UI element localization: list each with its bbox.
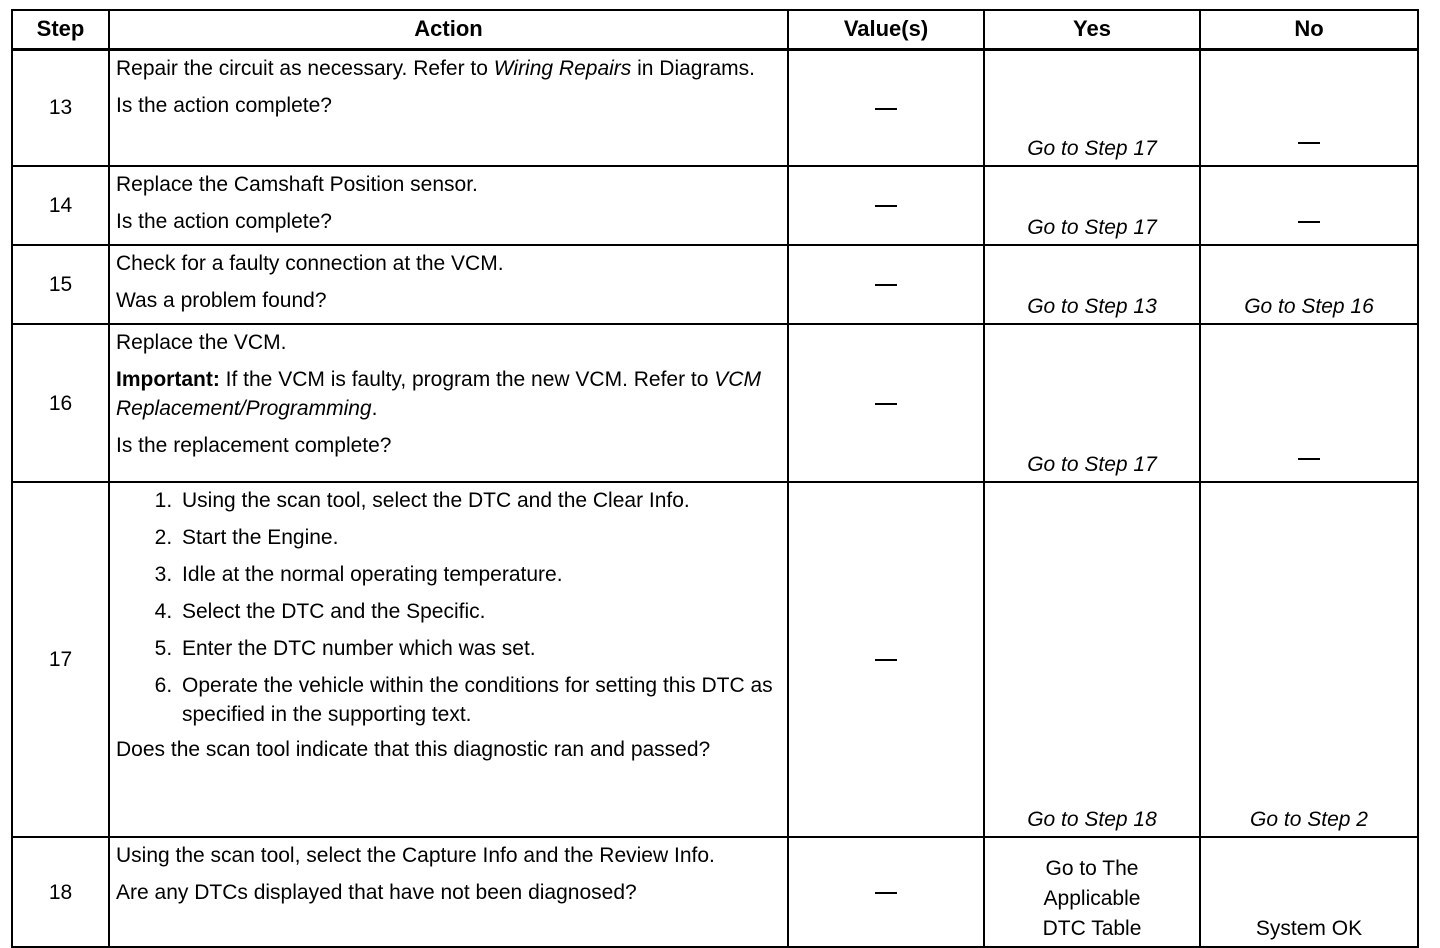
table-row <box>12 245 1418 324</box>
action-cell <box>109 837 788 947</box>
step-number: 13 <box>12 49 109 166</box>
no-result: System OK <box>1255 917 1363 940</box>
yes-cell <box>984 245 1200 324</box>
value-cell <box>788 49 984 166</box>
step-number: 14 <box>12 166 109 245</box>
step-number: 15 <box>12 245 109 324</box>
value-cell <box>788 166 984 245</box>
value-cell <box>788 837 984 947</box>
no-cell <box>1200 49 1418 166</box>
action-question: Is the action complete? <box>116 93 332 117</box>
dash-mark <box>875 659 897 661</box>
yes-cell <box>984 49 1200 166</box>
no-cell <box>1200 837 1418 947</box>
action-cell <box>109 482 788 837</box>
no-result: Go to Step 2 <box>1250 808 1368 831</box>
no-result: Go to Step 16 <box>1244 295 1374 318</box>
value-cell <box>788 482 984 837</box>
no-cell <box>1200 245 1418 324</box>
table-row <box>12 482 1418 837</box>
procedure-step: 4. Select the DTC and the Specific. <box>178 597 781 626</box>
procedure-list <box>116 486 781 729</box>
yes-result: Go to The Applicable DTC Table <box>1042 857 1142 940</box>
important-label: Important: <box>116 368 220 391</box>
action-cell <box>109 49 788 166</box>
table-row <box>12 166 1418 245</box>
action-text: Using the scan tool, select the Capture Info and the Review Info. <box>116 844 715 867</box>
procedure-step: 3. Idle at the normal operating temperature. <box>178 560 781 589</box>
dash-mark <box>875 403 897 405</box>
header-action: Action <box>109 10 788 49</box>
procedure-step: 5. Enter the DTC number which was set. <box>178 634 781 663</box>
yes-cell <box>984 324 1200 482</box>
header-yes: Yes <box>984 10 1200 49</box>
yes-result: Go to Step 13 <box>1027 295 1157 318</box>
action-question: Is the replacement complete? <box>116 434 392 457</box>
yes-cell <box>984 482 1200 837</box>
table-row <box>12 324 1418 482</box>
table-row <box>12 837 1418 947</box>
action-question: Are any DTCs displayed that have not been diagnosed? <box>116 881 637 904</box>
no-cell <box>1200 482 1418 837</box>
action-cell <box>109 166 788 245</box>
header-row <box>12 10 1418 49</box>
action-question: Does the scan tool indicate that this diagnostic ran and passed? <box>116 738 711 761</box>
action-question: Is the action complete? <box>116 210 332 233</box>
dash-mark <box>875 205 897 207</box>
dash-mark <box>1298 221 1320 223</box>
yes-result: Go to Step 17 <box>1027 137 1157 160</box>
action-cell <box>109 324 788 482</box>
value-cell <box>788 324 984 482</box>
reference-link-text: Wiring Repairs <box>493 56 632 80</box>
action-text: Check for a faulty connection at the VCM. <box>116 252 504 275</box>
action-text: Repair the circuit as necessary. Refer to Wiring Repairs in Diagrams. <box>116 56 755 80</box>
table-row <box>12 49 1418 166</box>
procedure-step: 1. Using the scan tool, select the DTC and the Clear Info. <box>178 486 781 515</box>
step-number: 17 <box>12 482 109 837</box>
dash-mark <box>875 108 897 110</box>
step-number: 16 <box>12 324 109 482</box>
yes-result: Go to Step 18 <box>1027 808 1157 831</box>
dash-mark <box>1298 458 1320 460</box>
action-cell <box>109 245 788 324</box>
header-values: Value(s) <box>788 10 984 49</box>
yes-cell <box>984 837 1200 947</box>
diagnostic-table <box>11 9 1419 948</box>
action-text: Replace the VCM. <box>116 331 287 354</box>
dash-mark <box>875 284 897 286</box>
action-question: Was a problem found? <box>116 289 327 312</box>
procedure-step: 6. Operate the vehicle within the conditions for setting this DTC as specified in the supporting text. <box>178 671 781 729</box>
no-cell <box>1200 324 1418 482</box>
header-step: Step <box>12 10 109 49</box>
dash-mark <box>875 892 897 894</box>
important-note: Important: If the VCM is faulty, program the new VCM. Refer to VCM Replacement/Programming. <box>116 368 761 420</box>
yes-cell <box>984 166 1200 245</box>
yes-result: Go to Step 17 <box>1027 216 1157 239</box>
value-cell <box>788 245 984 324</box>
header-no: No <box>1200 10 1418 49</box>
yes-result: Go to Step 17 <box>1027 453 1157 476</box>
step-number: 18 <box>12 837 109 947</box>
no-cell <box>1200 166 1418 245</box>
dash-mark <box>1298 142 1320 144</box>
procedure-step: 2. Start the Engine. <box>178 523 781 552</box>
action-text: Replace the Camshaft Position sensor. <box>116 173 478 196</box>
reference-link-text: VCM Replacement/Programming <box>116 368 761 420</box>
